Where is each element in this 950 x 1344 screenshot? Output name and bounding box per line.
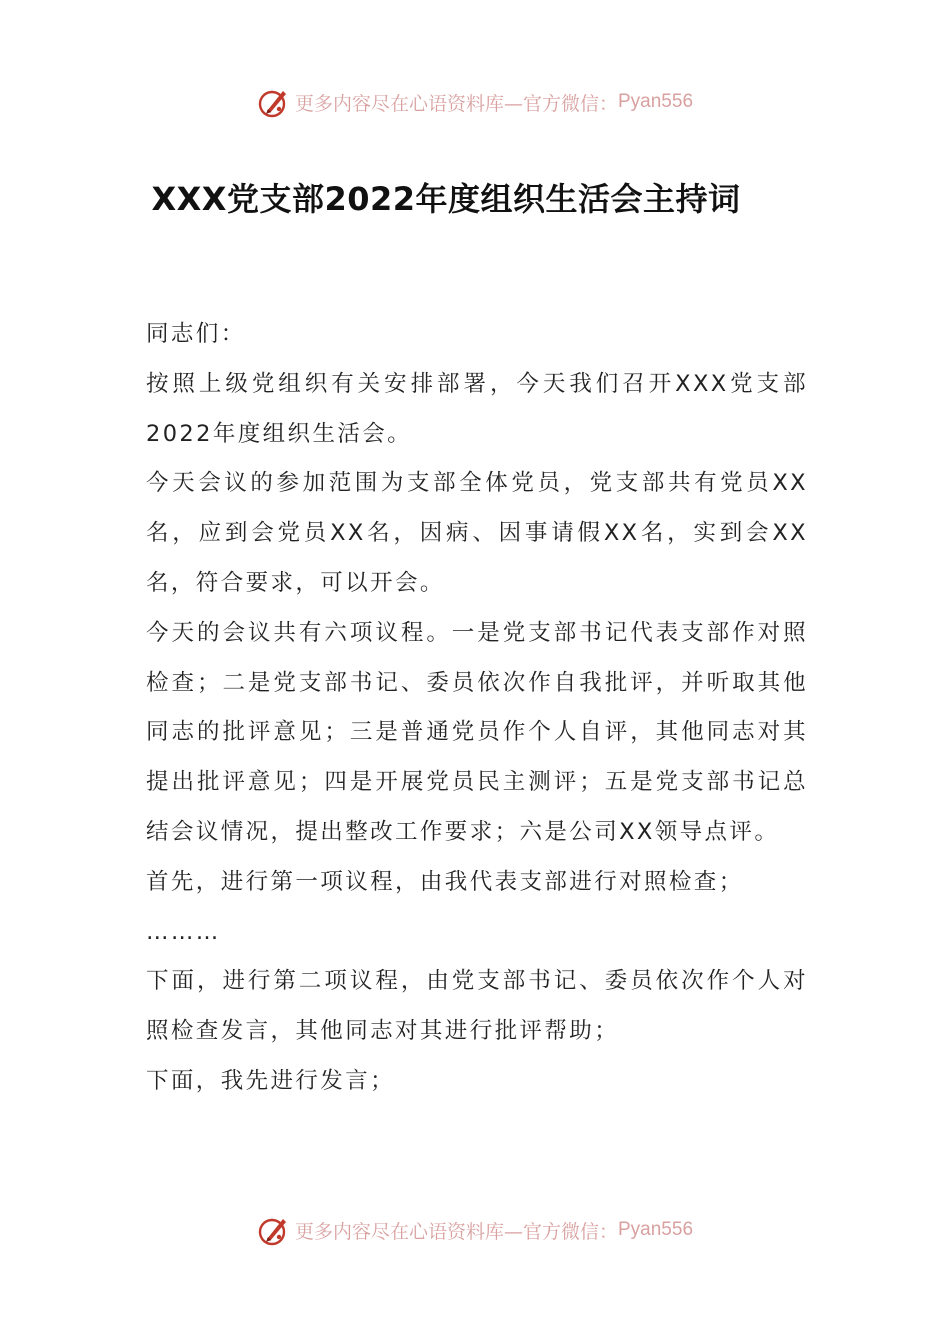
- footer-banner-text: 更多内容尽在心语资料库—官方微信：: [294, 1220, 618, 1243]
- paragraph: 今天的会议共有六项议程。一是党支部书记代表支部作对照检查；二是党支部书记、委员依次作自我批评，并听取其他同志的批评意见；三是普通党员作个人自评，其他同志对其提出批评意见；四是开展党员民主测评；五是党支部书记总结会议情况，提出整改工作要求；六是公司XX领导点评。: [146, 619, 808, 845]
- paragraph: 按照上级党组织有关安排部署，今天我们召开XXX党支部2022年度组织生活会。: [146, 370, 808, 447]
- quill-pen-logo-icon: [257, 85, 291, 119]
- footer-banner: [0, 1210, 950, 1250]
- header-banner-text: 更多内容尽在心语资料库—官方微信：: [294, 92, 618, 115]
- header-banner-wechat-id: Pyan556: [618, 91, 694, 112]
- header-banner: [0, 82, 950, 122]
- document-title: XXX党支部2022年度组织生活会主持词: [151, 180, 741, 218]
- quill-pen-logo-icon: [257, 1213, 291, 1247]
- document-body: [146, 310, 808, 1107]
- paragraph: 下面，我先进行发言；: [146, 1067, 396, 1094]
- paragraph: 首先，进行第一项议程，由我代表支部进行对照检查；: [146, 868, 744, 895]
- footer-banner-wechat-id: Pyan556: [618, 1219, 694, 1240]
- paragraph: 下面，进行第二项议程，由党支部书记、委员依次作个人对照检查发言，其他同志对其进行批评帮助；: [146, 968, 808, 1045]
- paragraph: 同志们：: [146, 321, 246, 347]
- paragraph-ellipsis: ………: [146, 918, 221, 945]
- paragraph: 今天会议的参加范围为支部全体党员，党支部共有党员XX名，应到会党员XX名，因病、因事请假XX名，实到会XX名，符合要求，可以开会。: [146, 470, 808, 596]
